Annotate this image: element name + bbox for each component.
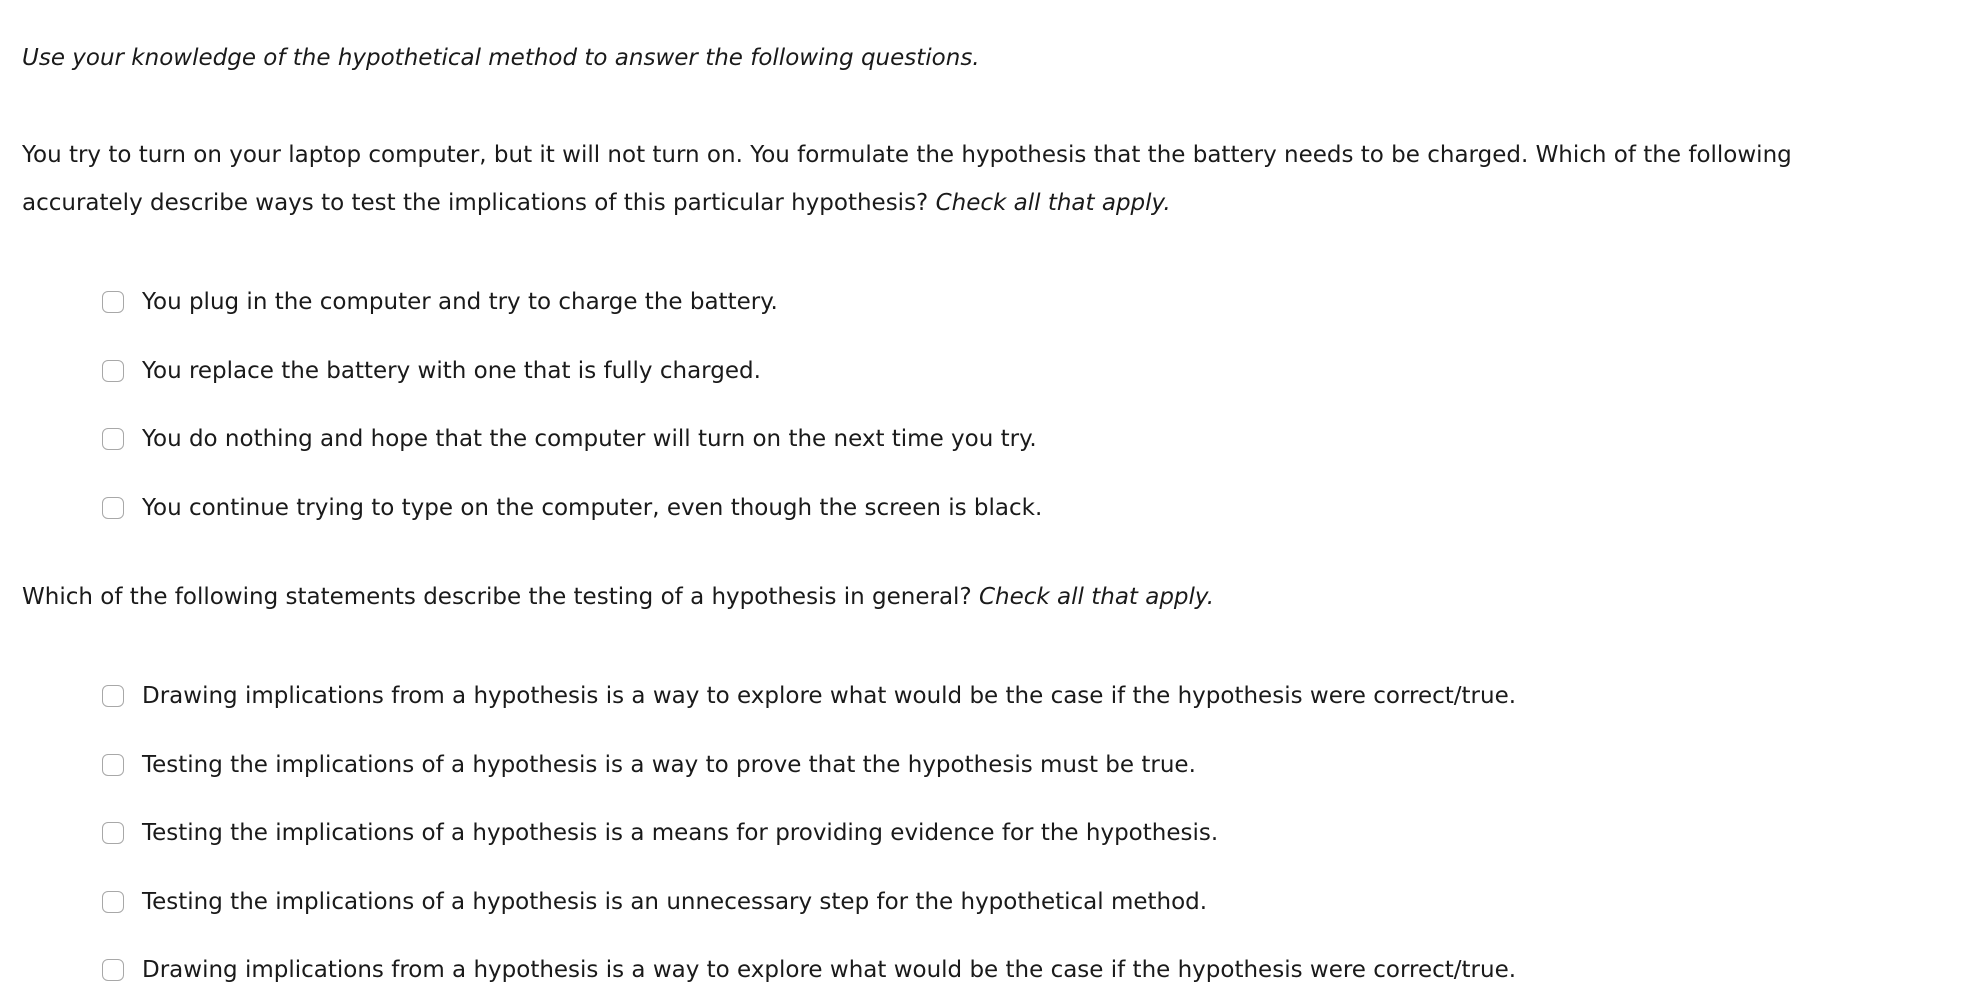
question-2-option[interactable] <box>102 799 1516 868</box>
question-2-text: Which of the following statements describe the testing of a hypothesis in general? <box>22 584 972 610</box>
question-1-option[interactable] <box>102 474 1042 543</box>
question-1-text: You try to turn on your laptop computer, but it will not turn on. You formulate the hypothesis that the battery needs to be charged. Which of the following accurately describe ways to test the implications of this particular hypothesis? <box>22 142 1792 216</box>
option-label[interactable]: You replace the battery with one that is fully charged. <box>142 357 761 384</box>
option-label[interactable]: You do nothing and hope that the computer will turn on the next time you try. <box>142 426 1037 453</box>
question-1-emphasis: Check all that apply. <box>935 190 1171 216</box>
question-2-option[interactable] <box>102 936 1516 1005</box>
question-2-prompt <box>22 573 1902 621</box>
option-label[interactable]: Drawing implications from a hypothesis is a way to explore what would be the case if the hypothesis were correct/true. <box>142 683 1517 710</box>
question-2-option[interactable] <box>102 731 1516 800</box>
checkbox[interactable] <box>102 891 124 913</box>
checkbox[interactable] <box>102 497 124 519</box>
option-label[interactable]: Testing the implications of a hypothesis is a way to prove that the hypothesis must be true. <box>142 751 1196 778</box>
question-1-option[interactable] <box>102 268 1042 337</box>
checkbox[interactable] <box>102 291 124 313</box>
instructions-text: Use your knowledge of the hypothetical method to answer the following questions. <box>22 45 980 71</box>
question-1-option[interactable] <box>102 405 1042 474</box>
question-1-options <box>102 268 1042 542</box>
option-label[interactable]: You continue trying to type on the computer, even though the screen is black. <box>142 494 1043 521</box>
option-label[interactable]: Drawing implications from a hypothesis is a way to explore what would be the case if the hypothesis were correct/true. <box>142 957 1517 984</box>
checkbox[interactable] <box>102 754 124 776</box>
question-2-options <box>102 662 1516 1005</box>
question-2-option[interactable] <box>102 868 1516 937</box>
question-1-prompt <box>22 131 1902 227</box>
option-label[interactable]: Testing the implications of a hypothesis is a means for providing evidence for the hypothesis. <box>142 820 1219 847</box>
checkbox[interactable] <box>102 822 124 844</box>
checkbox[interactable] <box>102 685 124 707</box>
checkbox[interactable] <box>102 360 124 382</box>
option-label[interactable]: You plug in the computer and try to charge the battery. <box>142 289 778 316</box>
question-2-option[interactable] <box>102 662 1516 731</box>
option-label[interactable]: Testing the implications of a hypothesis is an unnecessary step for the hypothetical method. <box>142 888 1208 915</box>
question-1-option[interactable] <box>102 337 1042 406</box>
question-2-emphasis: Check all that apply. <box>978 584 1215 610</box>
checkbox[interactable] <box>102 959 124 981</box>
checkbox[interactable] <box>102 428 124 450</box>
